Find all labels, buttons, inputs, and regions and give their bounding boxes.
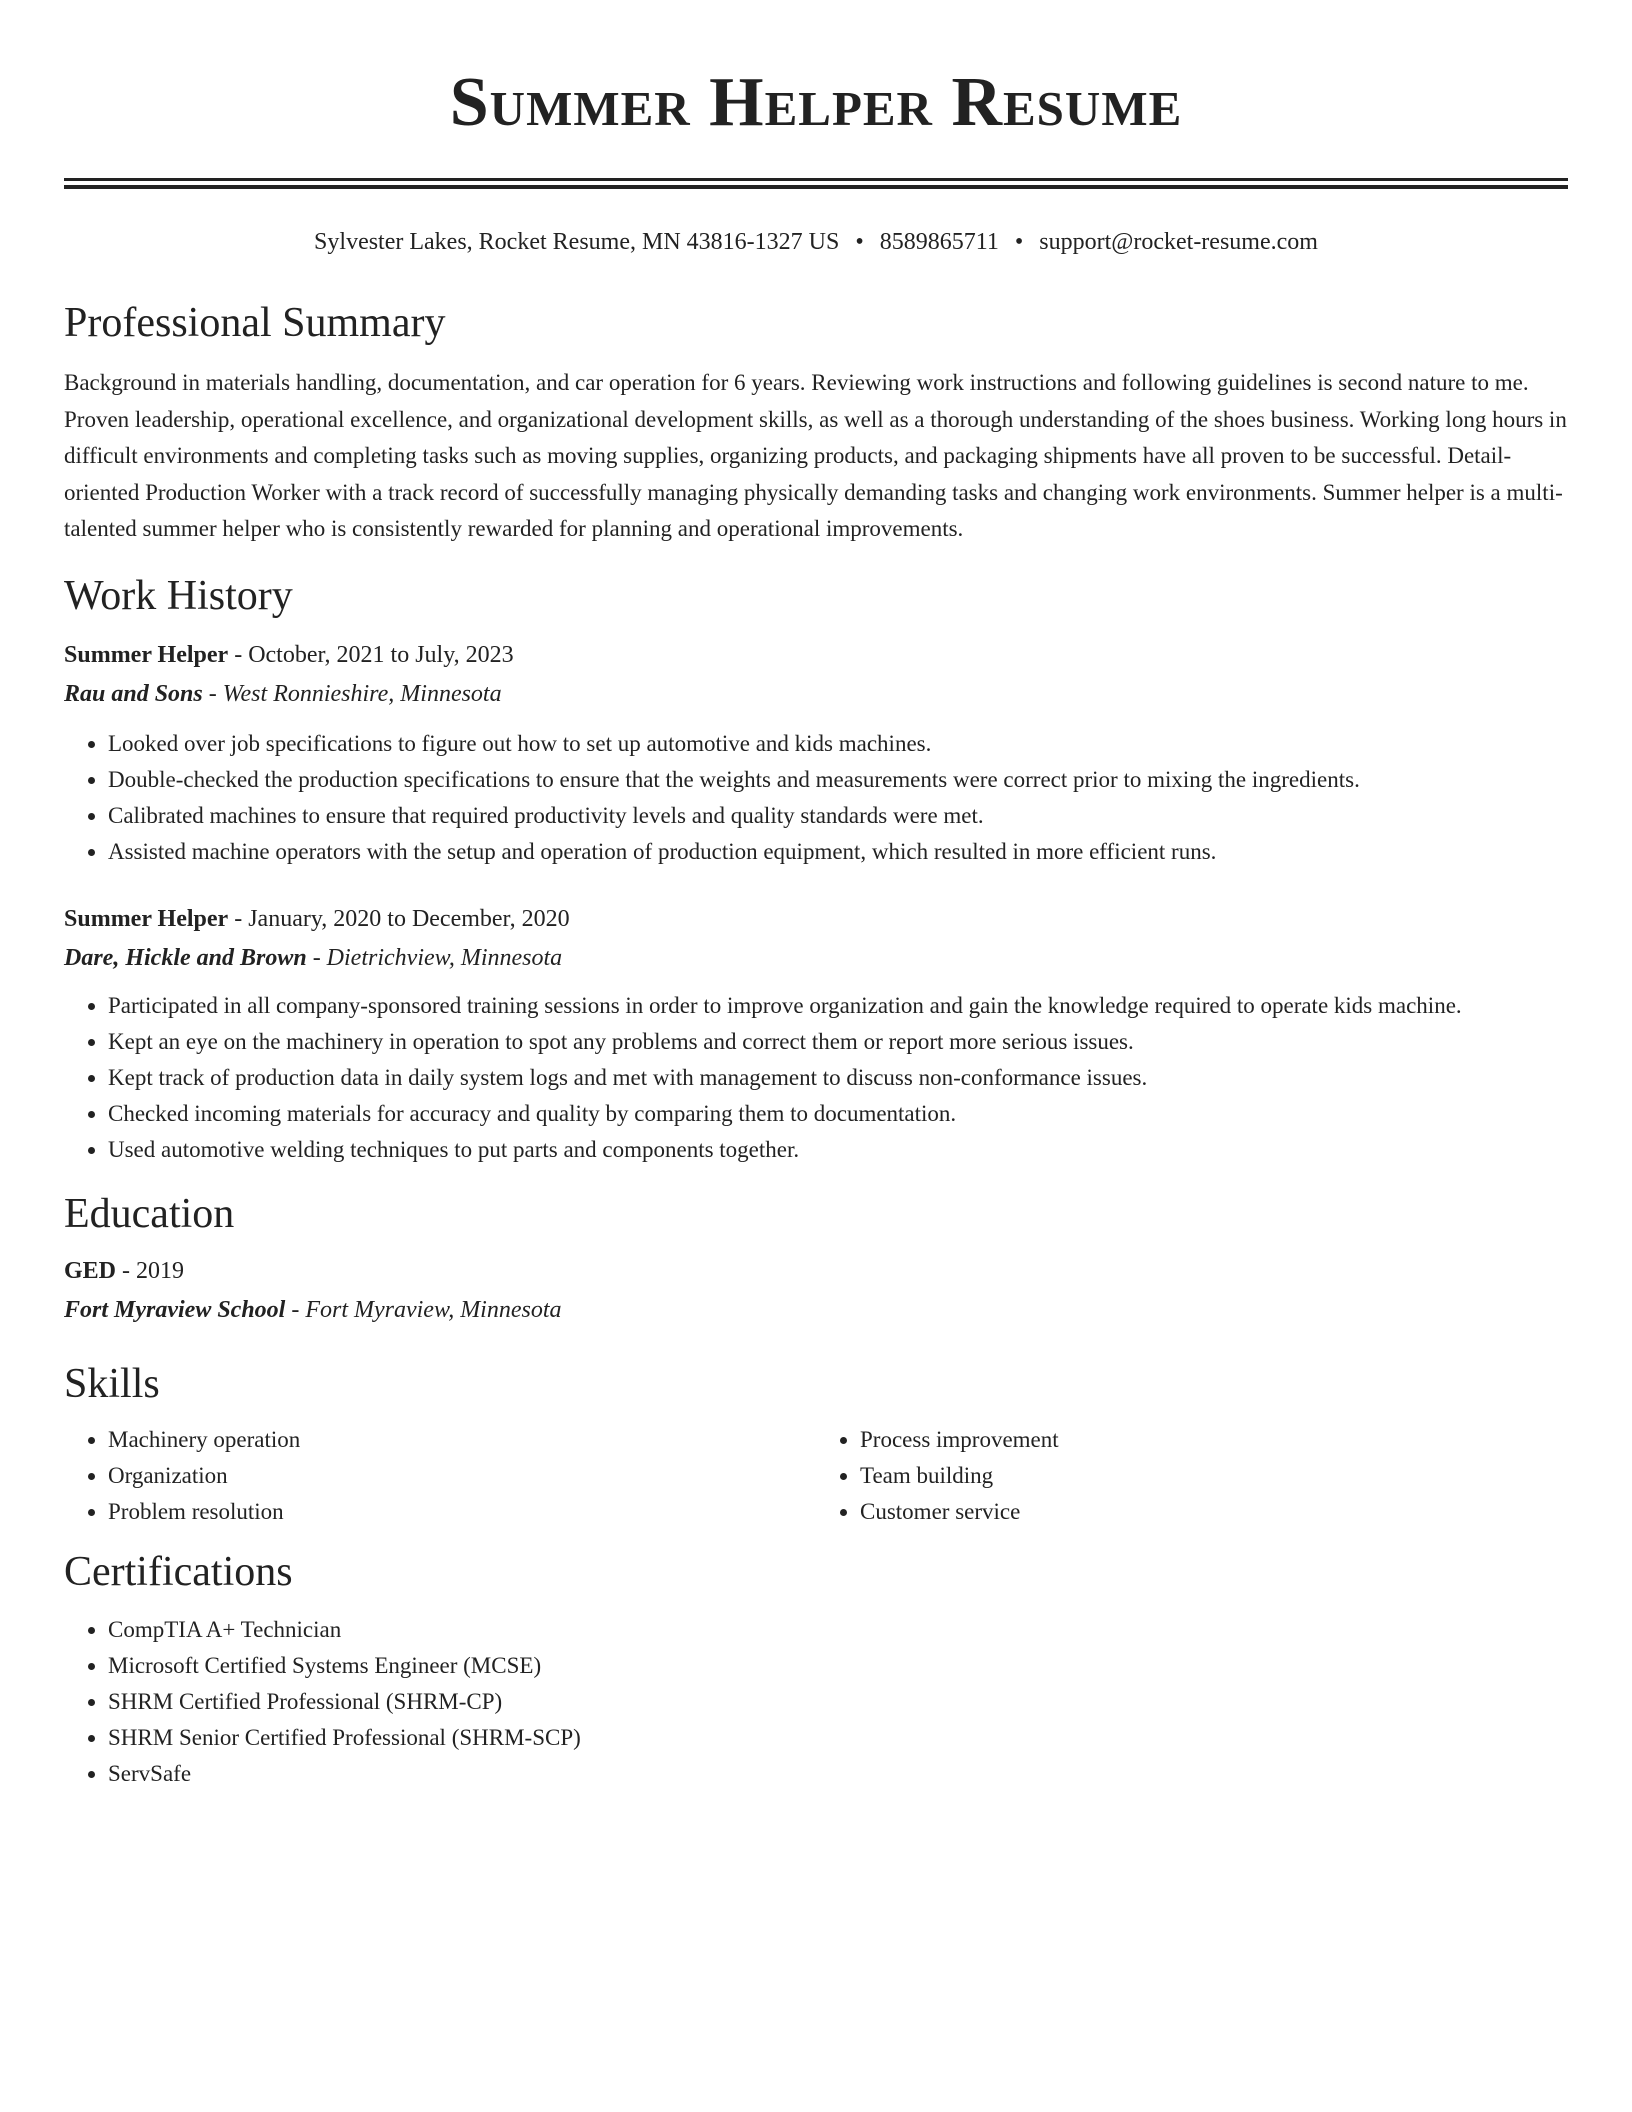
contact-separator: • [1014,229,1024,255]
skill-item: • Organization [108,1458,816,1494]
education-entry [64,1252,1568,1330]
education-heading: Education [64,1190,235,1237]
job-company-line [64,938,1568,978]
list-item: • Looked over job specifications to figure out how to set up automotive and kids machines. [108,726,1568,762]
list-item: • Participated in all company-sponsored training sessions in order to improve organization and gain the knowledge required to operate kids machine. [108,988,1568,1024]
list-item: • Double-checked the production specifications to ensure that the weights and measurements were correct prior to mixing the ingredients. [108,762,1568,798]
job-header [64,636,1568,674]
job-entry [64,636,1568,870]
list-item: • Kept an eye on the machinery in operation to spot any problems and correct them or report more serious issues. [108,1024,1568,1060]
contact-phone: 8589865711 [879,229,999,255]
certification-item: • Microsoft Certified Systems Engineer (MCSE) [108,1648,1568,1684]
certification-item: • SHRM Senior Certified Professional (SHRM-SCP) [108,1720,1568,1756]
certifications-heading: Certifications [64,1548,293,1595]
skills-list [64,1422,1568,1530]
education-school-line [64,1290,1568,1330]
contact-email: support@rocket-resume.com [1039,229,1318,255]
certification-item: • ServSafe [108,1756,1568,1792]
contact-line [64,227,1568,257]
title-divider [64,178,1568,189]
list-item: • Checked incoming materials for accuracy and quality by comparing them to documentation. [108,1096,1568,1132]
list-item: • Assisted machine operators with the setup and operation of production equipment, which resulted in more efficient runs. [108,834,1568,870]
work-history-heading: Work History [64,572,293,619]
skill-item: • Team building [860,1458,1568,1494]
job-dates: - January, 2020 to December, 2020 [228,905,570,932]
job-dates: - October, 2021 to July, 2023 [228,641,514,668]
skill-item: • Machinery operation [108,1422,816,1458]
job-company: Rau and Sons [64,680,203,707]
skills-column-right [816,1422,1568,1530]
list-item: • Calibrated machines to ensure that required productivity levels and quality standards were met. [108,798,1568,834]
job-bullets [64,988,1568,1168]
job-company-line [64,674,1568,714]
job-title: Summer Helper [64,641,229,668]
education-location: - Fort Myraview, Minnesota [285,1296,562,1323]
education-school: Fort Myraview School [64,1296,286,1323]
resume-title: Summer Helper Resume [449,64,1183,141]
job-entry [64,900,1568,1168]
list-item: • Kept track of production data in daily system logs and met with management to discuss non-conformance issues. [108,1060,1568,1096]
education-header [64,1252,1568,1290]
job-bullets [64,726,1568,870]
job-company: Dare, Hickle and Brown [64,944,307,971]
job-location: - West Ronnieshire, Minnesota [202,680,502,707]
skill-item: • Process improvement [860,1422,1568,1458]
education-year: - 2019 [116,1257,185,1284]
summary-text: Background in materials handling, documentation, and car operation for 6 years. Reviewing work instructions and following guidelines is second nature to me. Proven leadership, operational excellence, and organizational development skills, as well as a thorough understanding of the shoes business. Working long hours in difficult environments and completing tasks such as moving supplies, organizing products, and packaging shipments have all proven to be successful. Detail-oriented Production Worker with a track record of successfully managing physically demanding tasks and changing work environments. Summer helper is a multi-talented summer helper who is consistently rewarded for planning and operational improvements. [64,370,1567,541]
job-location: - Dietrichview, Minnesota [306,944,563,971]
education-degree: GED [64,1257,117,1284]
certification-item: • CompTIA A+ Technician [108,1612,1568,1648]
contact-address: Sylvester Lakes, Rocket Resume, MN 43816-1327 US [314,229,840,255]
skills-column-left [64,1422,816,1530]
skill-item: • Customer service [860,1494,1568,1530]
summary-heading: Professional Summary [64,300,446,346]
certifications-list [64,1612,1568,1792]
job-title: Summer Helper [64,905,229,932]
skills-heading: Skills [64,1360,160,1407]
list-item: • Used automotive welding techniques to put parts and components together. [108,1132,1568,1168]
job-header [64,900,1568,938]
contact-separator: • [855,229,864,255]
skill-item: • Problem resolution [108,1494,816,1530]
certification-item: • SHRM Certified Professional (SHRM-CP) [108,1684,1568,1720]
